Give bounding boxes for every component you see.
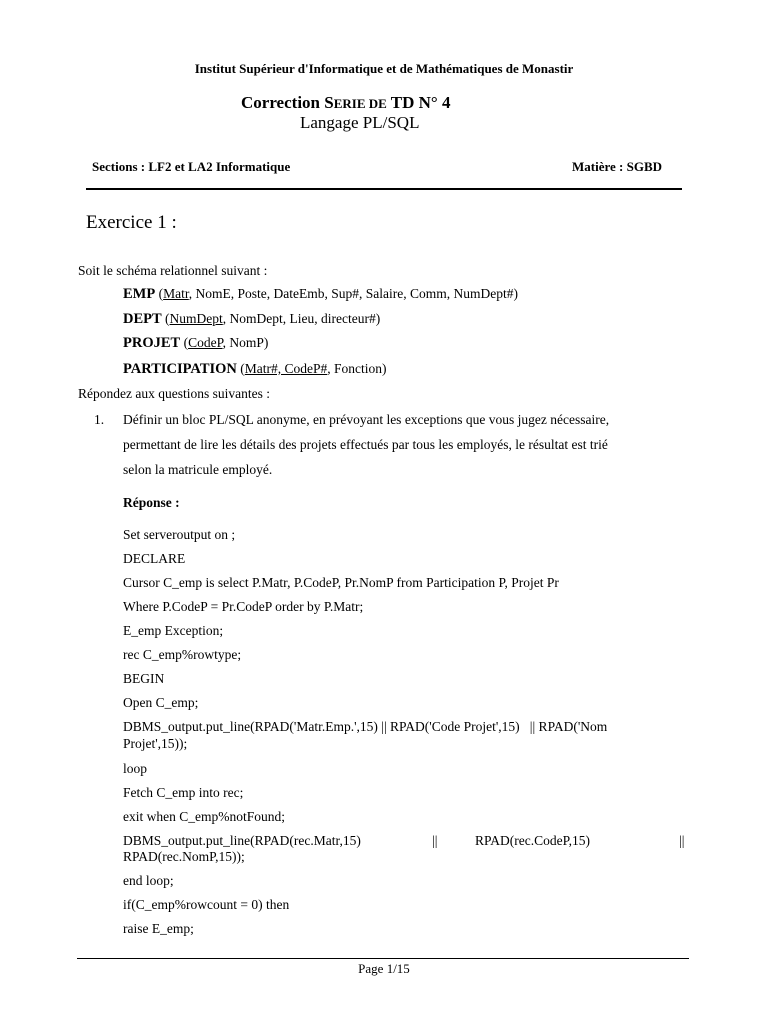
schema-participation: PARTICIPATION (Matr#, CodeP#, Fonction) bbox=[123, 361, 387, 377]
schema-emp: EMP (Matr, NomE, Poste, DateEmb, Sup#, Salaire, Comm, NumDept#) bbox=[123, 286, 519, 302]
institution-name: Institut Supérieur d'Informatique et de Mathématiques de Monastir bbox=[194, 61, 574, 76]
subject-label: Matière : SGBD bbox=[572, 159, 663, 174]
schema-intro: Soit le schéma relationnel suivant : bbox=[78, 263, 268, 278]
code-line: Where P.CodeP = Pr.CodeP order by P.Matr; bbox=[123, 599, 364, 614]
code-line: || bbox=[432, 833, 438, 848]
question-number: 1. bbox=[94, 412, 105, 427]
exercise-title: Exercice 1 : bbox=[86, 212, 177, 233]
code-line: Set serveroutput on ; bbox=[123, 527, 236, 542]
code-line: RPAD(rec.NomP,15)); bbox=[123, 849, 245, 864]
code-line: E_emp Exception; bbox=[123, 623, 224, 638]
page-number: Page 1/15 bbox=[358, 961, 410, 976]
code-line: raise E_emp; bbox=[123, 921, 194, 936]
code-line: DECLARE bbox=[123, 551, 186, 566]
document-subtitle: Langage PL/SQL bbox=[300, 113, 420, 132]
answer-label: Réponse : bbox=[123, 495, 180, 510]
question-text-line: permettant de lire les détails des projets effectués par tous les employés, le résultat est trié bbox=[123, 437, 608, 452]
code-line: DBMS_output.put_line(RPAD(rec.Matr,15) bbox=[123, 833, 361, 848]
code-line: loop bbox=[123, 761, 148, 776]
code-line: rec C_emp%rowtype; bbox=[123, 647, 242, 662]
sections-label: Sections : LF2 et LA2 Informatique bbox=[92, 159, 291, 174]
code-line: end loop; bbox=[123, 873, 174, 888]
header-divider bbox=[86, 188, 682, 190]
code-line: exit when C_emp%notFound; bbox=[123, 809, 285, 824]
code-line: DBMS_output.put_line(RPAD('Matr.Emp.',15) || RPAD('Code Projet',15) || RPAD('Nom bbox=[123, 719, 608, 734]
code-line: Cursor C_emp is select P.Matr, P.CodeP, Pr.NomP from Participation P, Projet Pr bbox=[123, 575, 559, 590]
code-line: || bbox=[679, 833, 685, 848]
code-line: Open C_emp; bbox=[123, 695, 199, 710]
code-line: RPAD(rec.CodeP,15) bbox=[475, 833, 591, 848]
questions-intro: Répondez aux questions suivantes : bbox=[78, 386, 270, 401]
question-text-line: selon la matricule employé. bbox=[123, 462, 273, 477]
code-line: Fetch C_emp into rec; bbox=[123, 785, 244, 800]
footer-divider bbox=[77, 958, 689, 959]
code-line: BEGIN bbox=[123, 671, 165, 686]
schema-dept: DEPT (NumDept, NomDept, Lieu, directeur#) bbox=[123, 311, 381, 327]
document-title: Correction SERIE DE TD N° 4 bbox=[241, 93, 451, 112]
code-line: Projet',15)); bbox=[123, 736, 188, 751]
question-text-line: Définir un bloc PL/SQL anonyme, en prévoyant les exceptions que vous jugez nécessaire, bbox=[123, 412, 610, 427]
schema-projet: PROJET (CodeP, NomP) bbox=[123, 335, 269, 351]
code-line: if(C_emp%rowcount = 0) then bbox=[123, 897, 290, 912]
